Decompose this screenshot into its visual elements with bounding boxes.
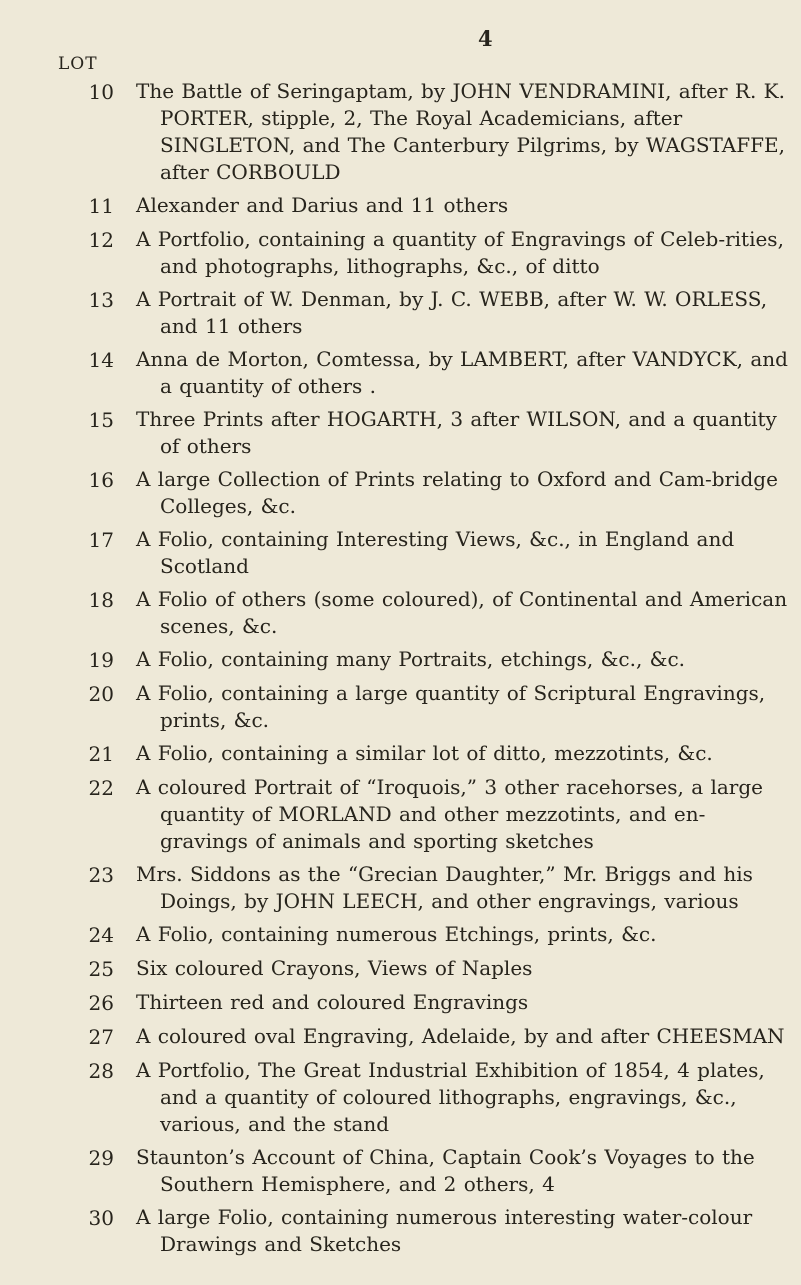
lot-number: 10: [88, 80, 114, 104]
lot-entry: [50, 680, 790, 734]
lot-description: Alexander and Darius and 11 others: [136, 193, 509, 217]
lot-entry: [50, 1023, 790, 1051]
lot-description: A Folio of others (some coloured), of Continental and American scenes, &c.: [136, 587, 788, 638]
lot-description: Three Prints after HOGARTH, 3 after WILSON, and a quantity of others: [136, 407, 777, 458]
lot-number: 18: [88, 588, 114, 612]
lot-entry: [50, 286, 790, 340]
lot-number: 15: [88, 408, 114, 432]
lot-number: 25: [88, 957, 114, 981]
lot-entry: [50, 1057, 790, 1138]
lot-description: A Folio, containing numerous Etchings, prints, &c.: [136, 922, 657, 946]
page-number: 4: [478, 26, 493, 51]
lot-number: 28: [88, 1059, 114, 1083]
lot-entry: [50, 989, 790, 1017]
lot-number: 11: [88, 194, 114, 218]
lot-entry: [50, 192, 790, 220]
lot-entry: [50, 1144, 790, 1198]
lot-entry: [50, 740, 790, 768]
lot-number: 12: [88, 228, 114, 252]
lot-entry: [50, 921, 790, 949]
lot-description: A Folio, containing Interesting Views, &c., in England and Scotland: [136, 527, 735, 578]
lot-number: 13: [88, 288, 114, 312]
lot-number: 19: [88, 648, 114, 672]
lot-entry: [50, 346, 790, 400]
lot-entry: [50, 406, 790, 460]
lot-number: 29: [88, 1146, 114, 1170]
lot-number: 27: [88, 1025, 114, 1049]
lot-number: 21: [88, 742, 114, 766]
lot-entry: [50, 526, 790, 580]
lot-number: 20: [88, 682, 114, 706]
lot-number: 26: [88, 991, 114, 1015]
lot-description: A Portrait of W. Denman, by J. C. WEBB, after W. W. ORLESS, and 11 others: [136, 287, 768, 338]
lot-number: 22: [88, 776, 114, 800]
lot-description: Anna de Morton, Comtessa, by LAMBERT, after VANDYCK, and a quantity of others .: [136, 347, 788, 398]
lot-entry: [50, 466, 790, 520]
lot-number: 17: [88, 528, 114, 552]
lot-description: A large Collection of Prints relating to Oxford and Cam-bridge Colleges, &c.: [136, 467, 778, 518]
lot-entry: [50, 774, 790, 855]
lot-description: Mrs. Siddons as the “Grecian Daughter,” Mr. Briggs and his Doings, by JOHN LEECH, and other engravings, various: [136, 862, 753, 913]
lot-entry: [50, 861, 790, 915]
lot-description: A Portfolio, The Great Industrial Exhibition of 1854, 4 plates, and a quantity of coloured lithographs, engravings, &c., various, and the stand: [136, 1058, 765, 1136]
lot-entry: [50, 646, 790, 674]
lot-number: 30: [88, 1206, 114, 1230]
lot-description: A large Folio, containing numerous interesting water-colour Drawings and Sketches: [136, 1205, 753, 1256]
lot-description: A Folio, containing a large quantity of Scriptural Engravings, prints, &c.: [136, 681, 766, 732]
lot-description: A coloured oval Engraving, Adelaide, by and after CHEESMAN: [136, 1024, 785, 1048]
lot-description: A Folio, containing many Portraits, etchings, &c., &c.: [136, 647, 686, 671]
lot-description: A coloured Portrait of “Iroquois,” 3 other racehorses, a large quantity of MORLAND and other mezzotints, and en-gravings of animals and sporting sketches: [136, 775, 764, 853]
lot-number: 14: [88, 348, 114, 372]
lot-description: A Portfolio, containing a quantity of Engravings of Celeb-rities, and photographs, lithographs, &c., of ditto: [136, 227, 784, 278]
lot-description: Thirteen red and coloured Engravings: [136, 990, 529, 1014]
lot-entry: [50, 1204, 790, 1258]
lot-column-header: LOT: [58, 54, 98, 74]
lot-description: Staunton’s Account of China, Captain Cook’s Voyages to the Southern Hemisphere, and 2 others, 4: [136, 1145, 755, 1196]
lot-entry: [50, 78, 790, 186]
lot-number: 16: [88, 468, 114, 492]
lot-entry: [50, 226, 790, 280]
lot-entry: [50, 955, 790, 983]
lot-listing: [50, 78, 790, 1264]
lot-entry: [50, 586, 790, 640]
lot-number: 23: [88, 863, 114, 887]
lot-description: Six coloured Crayons, Views of Naples: [136, 956, 533, 980]
lot-number: 24: [88, 923, 114, 947]
lot-description: A Folio, containing a similar lot of ditto, mezzotints, &c.: [136, 741, 713, 765]
lot-description: The Battle of Seringaptam, by JOHN VENDRAMINI, after R. K. PORTER, stipple, 2, The Royal Academicians, after SINGLETON, and The Canterbury Pilgrims, by WAGSTAFFE, after CORBOULD: [136, 79, 785, 184]
